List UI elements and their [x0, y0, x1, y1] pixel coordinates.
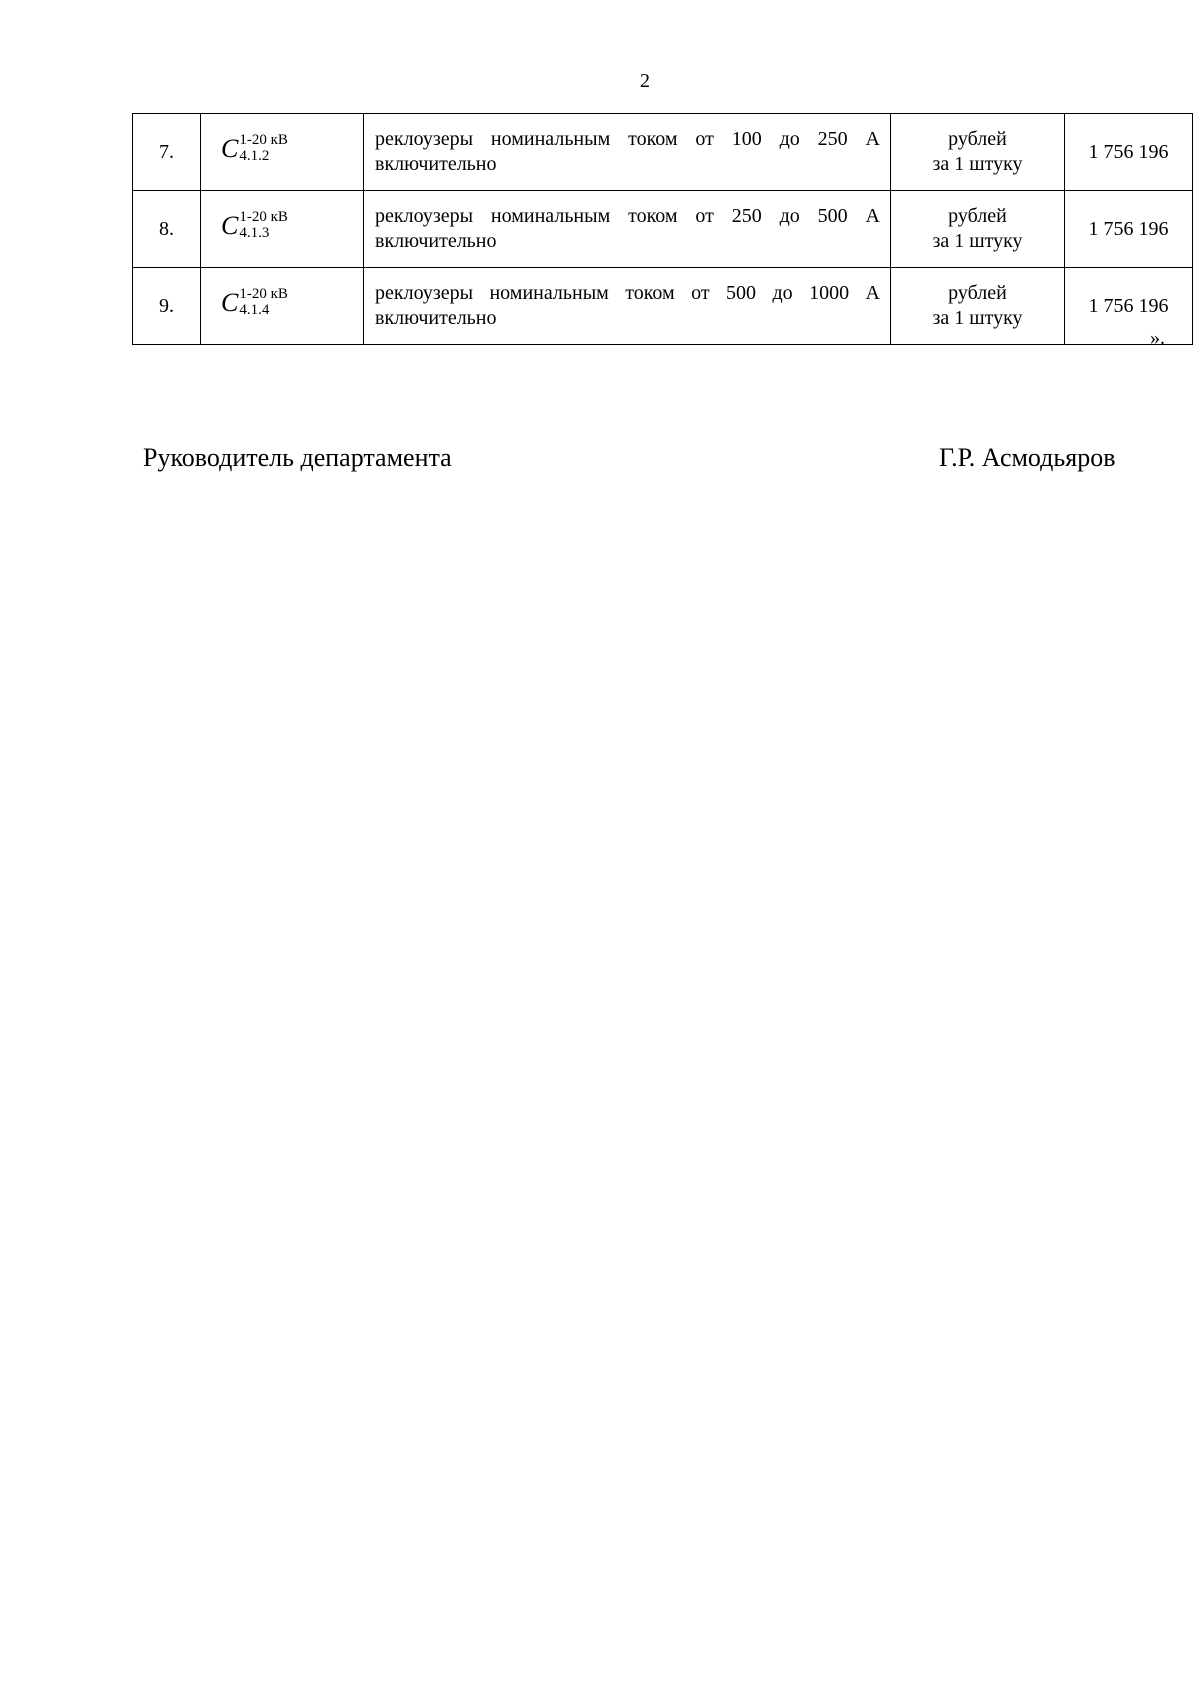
unit-line: за 1 штуку — [932, 230, 1023, 252]
tariff-formula — [221, 209, 288, 242]
formula-base: C — [221, 133, 239, 163]
row-description — [364, 268, 891, 345]
tariff-code — [201, 114, 364, 191]
row-number: 8. — [133, 191, 201, 268]
tariff-formula — [221, 286, 288, 319]
unit-line: за 1 штуку — [932, 153, 1023, 175]
formula-superscript: 1-20 кВ — [239, 286, 288, 303]
description-line: реклоузеры номинальным током от 100 до 250 А — [375, 128, 880, 150]
description-line: включительно — [375, 230, 497, 252]
formula-superscript: 1-20 кВ — [239, 209, 288, 226]
row-description — [364, 114, 891, 191]
formula-base: C — [221, 287, 239, 317]
row-number: 7. — [133, 114, 201, 191]
formula-base: C — [221, 210, 239, 240]
unit-line: рублей — [948, 282, 1007, 304]
tariff-table — [132, 113, 1193, 345]
signatory-position: Руководитель департамента — [143, 443, 452, 472]
unit-line: рублей — [948, 128, 1007, 150]
formula-superscript: 1-20 кВ — [239, 132, 288, 149]
description-line: включительно — [375, 153, 497, 175]
row-number: 9. — [133, 268, 201, 345]
table-row — [133, 114, 1193, 191]
row-unit — [891, 114, 1065, 191]
unit-line: за 1 штуку — [932, 307, 1023, 329]
formula-subscript: 4.1.3 — [239, 225, 270, 242]
description-line: включительно — [375, 307, 497, 329]
row-value: 1 756 196 — [1065, 191, 1193, 268]
table-row — [133, 268, 1193, 345]
closing-quote: ». — [1150, 327, 1165, 349]
formula-subscript: 4.1.2 — [239, 148, 270, 165]
tariff-formula — [221, 132, 288, 165]
row-value: 1 756 196 — [1065, 268, 1193, 345]
description-line: реклоузеры номинальным током от 500 до 1000 А — [375, 282, 880, 304]
formula-subscript: 4.1.4 — [239, 302, 270, 319]
tariff-code — [201, 191, 364, 268]
row-unit — [891, 268, 1065, 345]
page-number: 2 — [640, 70, 650, 92]
tariff-code — [201, 268, 364, 345]
signatory-name: Г.Р. Асмодьяров — [939, 443, 1116, 472]
table-row — [133, 191, 1193, 268]
row-description — [364, 191, 891, 268]
unit-line: рублей — [948, 205, 1007, 227]
description-line: реклоузеры номинальным током от 250 до 500 А — [375, 205, 880, 227]
row-value: 1 756 196 — [1065, 114, 1193, 191]
row-unit — [891, 191, 1065, 268]
